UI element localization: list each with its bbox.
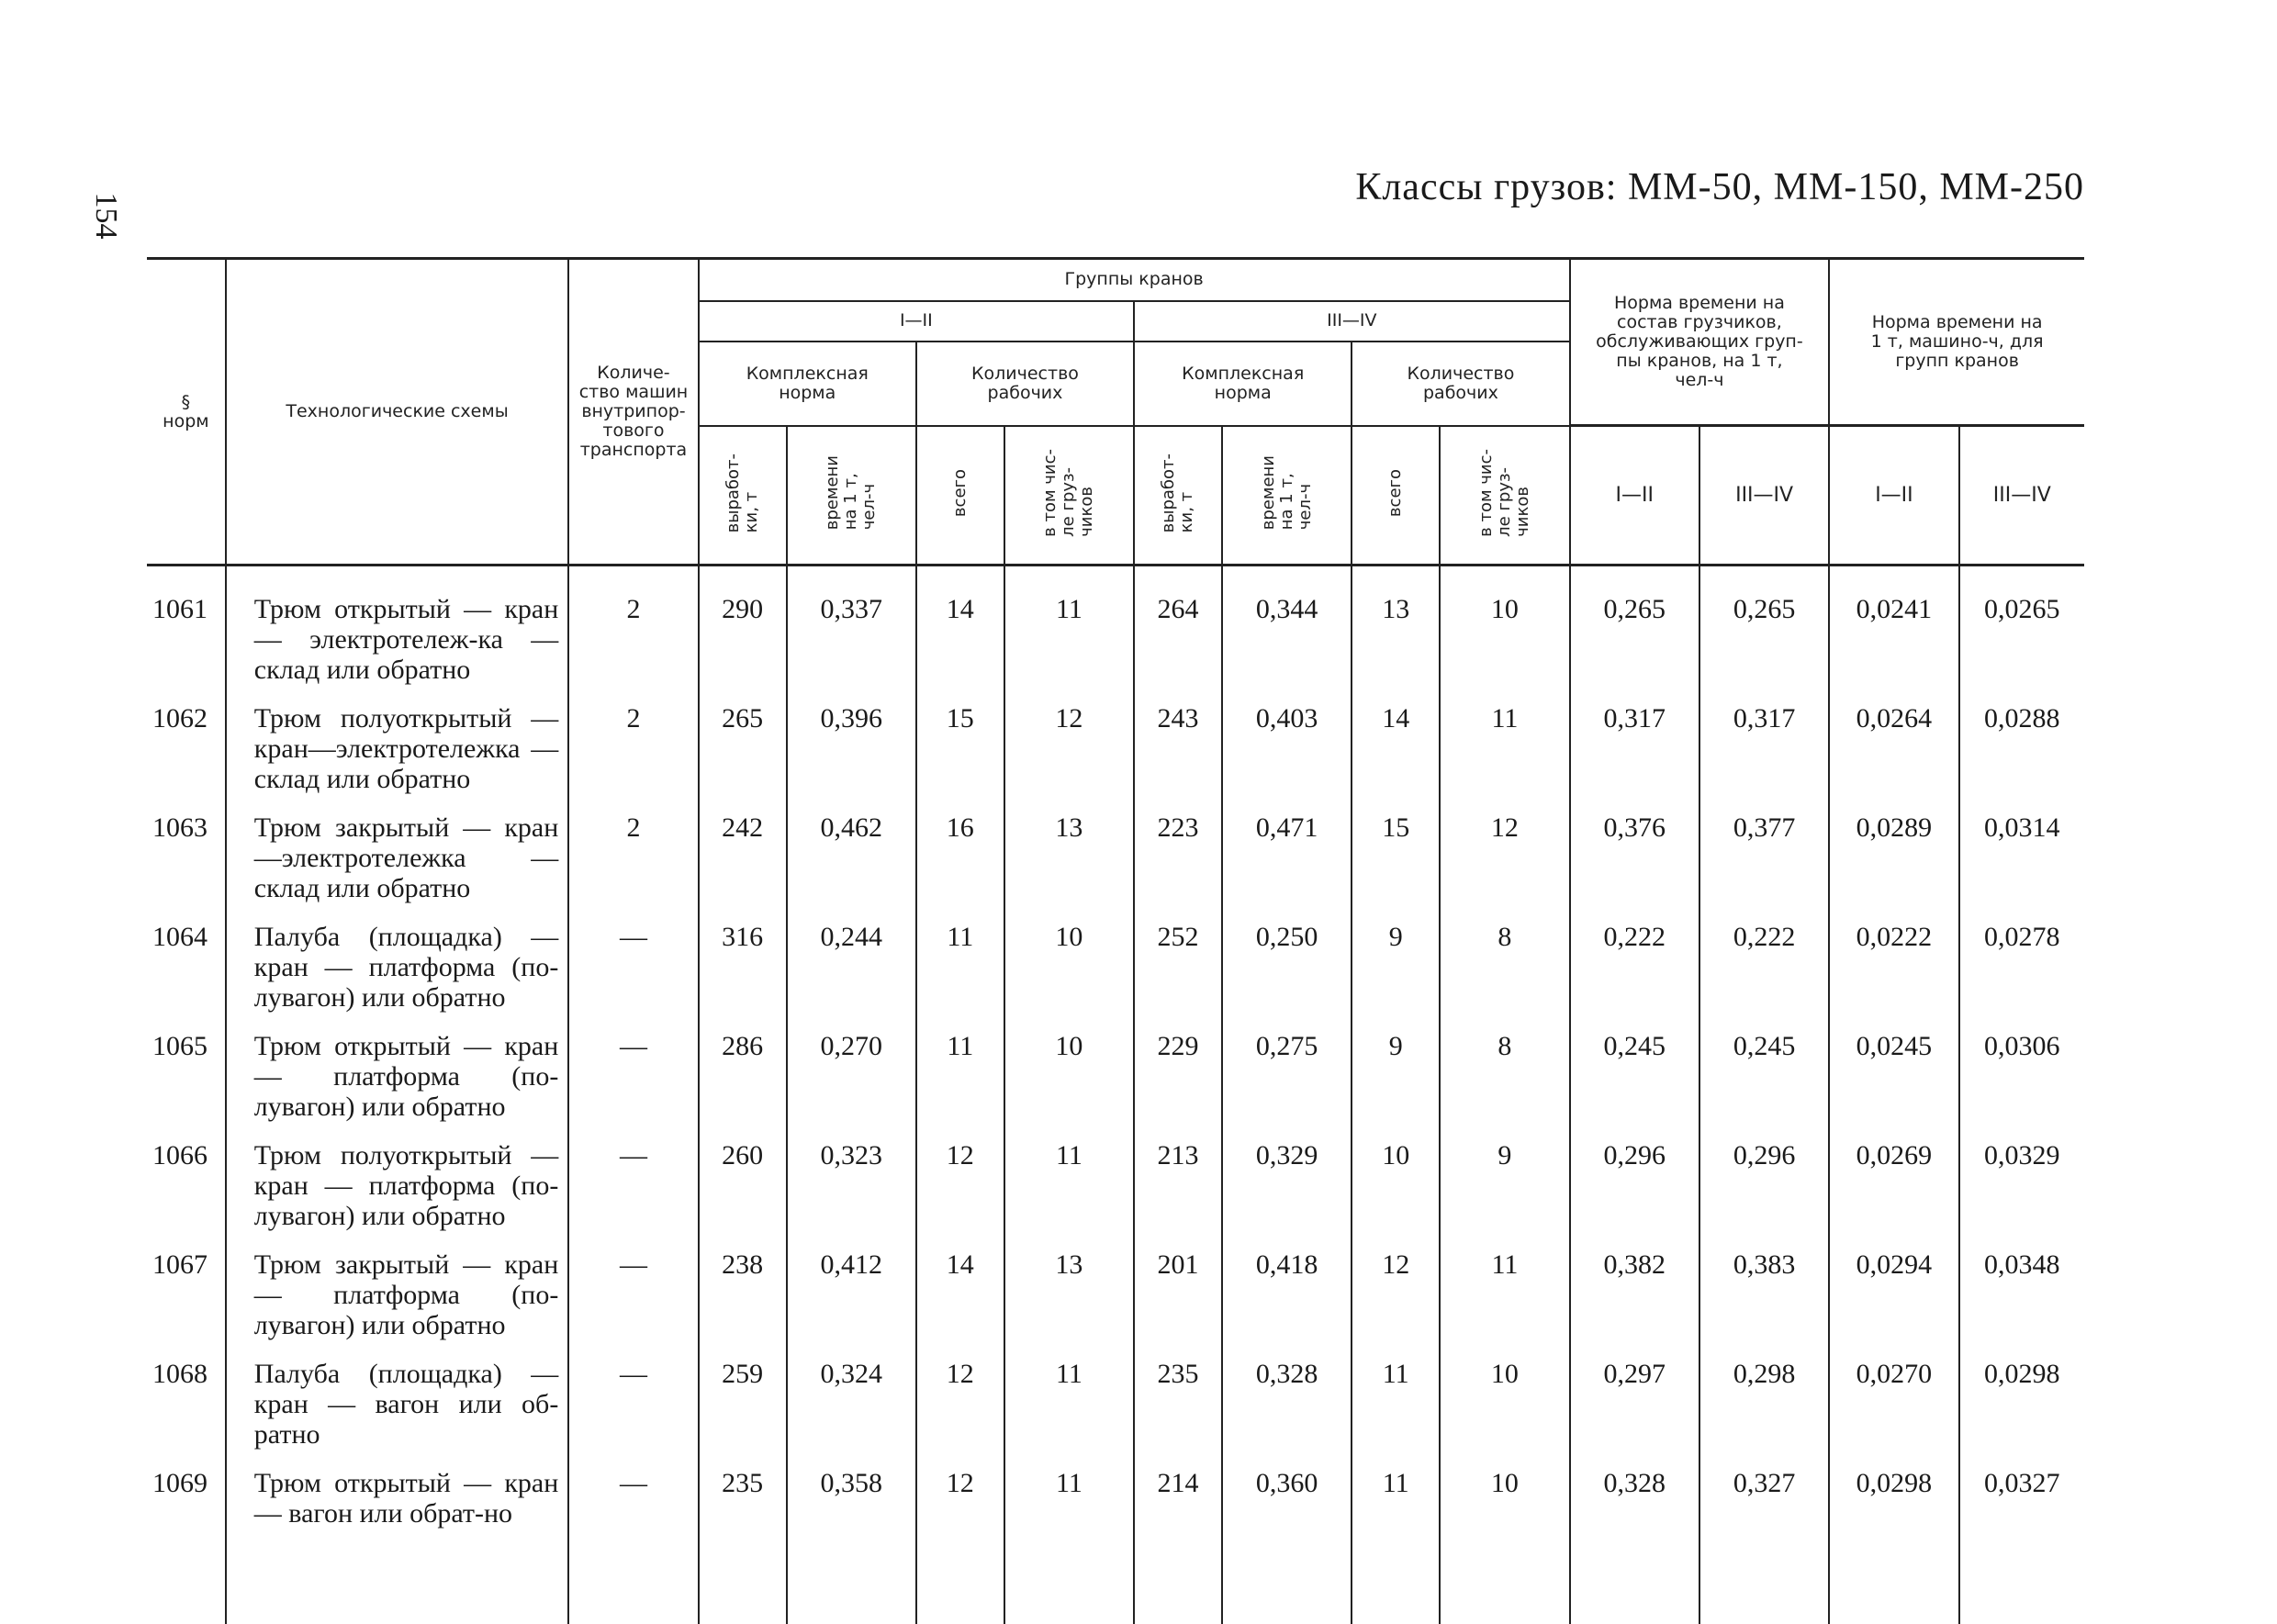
cell-g2-total: 11 [1352, 1450, 1440, 1624]
scheme-text: Трюм открытый — кран — вагон или обрат-но [254, 1468, 559, 1529]
cell-g1-total: 15 [916, 685, 1004, 794]
cell-nm-2: 0,0298 [1959, 1340, 2084, 1450]
cell-nm-2: 0,0348 [1959, 1231, 2084, 1340]
cell-g2-output: 252 [1134, 903, 1222, 1013]
scheme-text: Трюм полуоткрытый — кран—электротележка — склад или обратно [254, 703, 559, 794]
scheme-text: Трюм закрытый — кран—электротележка — склад или обратно [254, 812, 559, 903]
cell-nl-1: 0,297 [1570, 1340, 1699, 1450]
cell-g1-loaders: 11 [1004, 1122, 1134, 1231]
cell-nl-2: 0,383 [1699, 1231, 1829, 1340]
cell-g2-total: 15 [1352, 794, 1440, 903]
cell-g1-output: 235 [699, 1450, 787, 1624]
header-group-1: I—II [699, 301, 1134, 342]
cell-g2-output: 213 [1134, 1122, 1222, 1231]
cell-nm-2: 0,0265 [1959, 566, 2084, 686]
cell-nl-2: 0,245 [1699, 1013, 1829, 1122]
cell-g2-time: 0,344 [1222, 566, 1352, 686]
cell-nm-1: 0,0270 [1829, 1340, 1958, 1450]
cell-section: 1063 [147, 794, 226, 903]
cell-machines: 2 [568, 566, 698, 686]
cell-scheme [226, 794, 569, 903]
cell-machines: — [568, 1122, 698, 1231]
scheme-text: Трюм закрытый — кран — платформа (по-лувагон) или обратно [254, 1249, 559, 1340]
cell-g2-loaders: 12 [1440, 794, 1569, 903]
cell-g2-time: 0,360 [1222, 1450, 1352, 1624]
page-number: 154 [87, 174, 124, 257]
cell-nl-1: 0,317 [1570, 685, 1699, 794]
header-g2-output: выработ- ки, т [1134, 426, 1222, 566]
cell-g2-loaders: 8 [1440, 903, 1569, 1013]
cell-g1-output: 286 [699, 1013, 787, 1122]
table-row [147, 1450, 2084, 1624]
cell-nm-1: 0,0264 [1829, 685, 1958, 794]
cell-nl-1: 0,382 [1570, 1231, 1699, 1340]
cell-g2-output: 235 [1134, 1340, 1222, 1450]
cell-g1-time: 0,358 [787, 1450, 916, 1624]
header-section: § норм [147, 259, 226, 566]
cell-nm-1: 0,0298 [1829, 1450, 1958, 1624]
cell-nl-2: 0,377 [1699, 794, 1829, 903]
cell-nl-1: 0,328 [1570, 1450, 1699, 1624]
cell-g1-total: 12 [916, 1340, 1004, 1450]
cell-scheme [226, 903, 569, 1013]
cell-machines: — [568, 1450, 698, 1624]
cell-g2-loaders: 10 [1440, 1450, 1569, 1624]
cell-g1-total: 12 [916, 1450, 1004, 1624]
table-row [147, 566, 2084, 686]
cell-nl-2: 0,317 [1699, 685, 1829, 794]
cell-g1-time: 0,244 [787, 903, 916, 1013]
cell-g1-output: 265 [699, 685, 787, 794]
header-norm-loaders: Норма времени на состав грузчиков, обслуживающих груп- пы кранов, на 1 т, чел-ч [1570, 259, 1830, 426]
cell-nm-1: 0,0222 [1829, 903, 1958, 1013]
cell-g2-total: 9 [1352, 1013, 1440, 1122]
cell-g2-loaders: 11 [1440, 1231, 1569, 1340]
cell-g2-time: 0,418 [1222, 1231, 1352, 1340]
cell-g1-total: 14 [916, 1231, 1004, 1340]
cell-nm-2: 0,0278 [1959, 903, 2084, 1013]
table-row [147, 1013, 2084, 1122]
norms-table [147, 257, 2084, 1624]
cell-nl-1: 0,296 [1570, 1122, 1699, 1231]
cell-g2-total: 13 [1352, 566, 1440, 686]
header-norm-machine: Норма времени на 1 т, машино-ч, для групп кранов [1829, 259, 2084, 426]
cell-nm-2: 0,0314 [1959, 794, 2084, 903]
header-g2-time-per-ton: времени на 1 т, чел-ч [1222, 426, 1352, 566]
table-row [147, 1231, 2084, 1340]
cell-g2-loaders: 11 [1440, 685, 1569, 794]
cell-nm-2: 0,0306 [1959, 1013, 2084, 1122]
cell-machines: — [568, 1340, 698, 1450]
header-g1-time-per-ton: времени на 1 т, чел-ч [787, 426, 916, 566]
cell-machines: — [568, 903, 698, 1013]
header-crane-groups: Группы кранов [699, 259, 1570, 301]
cell-g1-loaders: 10 [1004, 903, 1134, 1013]
cell-nl-1: 0,245 [1570, 1013, 1699, 1122]
cell-machines: — [568, 1231, 698, 1340]
table-row [147, 903, 2084, 1013]
header-norm-machine-g1: I—II [1829, 426, 1958, 566]
cell-g2-total: 10 [1352, 1122, 1440, 1231]
table-body [147, 566, 2084, 1624]
cell-nm-1: 0,0289 [1829, 794, 1958, 903]
cell-scheme [226, 1122, 569, 1231]
cell-g1-time: 0,412 [787, 1231, 916, 1340]
scheme-text: Палуба (площадка) — кран — вагон или об-ратно [254, 1359, 559, 1450]
cell-nm-2: 0,0329 [1959, 1122, 2084, 1231]
header-g2-workers-count: Количество рабочих [1352, 342, 1569, 426]
header-g2-total: всего [1352, 426, 1440, 566]
header-norm-machine-g2: III—IV [1959, 426, 2084, 566]
cell-machines: 2 [568, 794, 698, 903]
cell-g1-loaders: 10 [1004, 1013, 1134, 1122]
table-row [147, 1122, 2084, 1231]
cell-nl-2: 0,327 [1699, 1450, 1829, 1624]
cell-g2-output: 201 [1134, 1231, 1222, 1340]
table-row [147, 685, 2084, 794]
cell-g1-output: 238 [699, 1231, 787, 1340]
cell-g1-time: 0,337 [787, 566, 916, 686]
cell-section: 1067 [147, 1231, 226, 1340]
cell-nm-1: 0,0269 [1829, 1122, 1958, 1231]
cell-scheme [226, 1231, 569, 1340]
cell-scheme [226, 1340, 569, 1450]
cell-g1-time: 0,396 [787, 685, 916, 794]
cell-section: 1068 [147, 1340, 226, 1450]
cell-nl-2: 0,222 [1699, 903, 1829, 1013]
cell-section: 1065 [147, 1013, 226, 1122]
cell-g2-loaders: 8 [1440, 1013, 1569, 1122]
cell-nm-1: 0,0241 [1829, 566, 1958, 686]
cell-g1-output: 260 [699, 1122, 787, 1231]
cell-g1-loaders: 13 [1004, 794, 1134, 903]
cell-g1-loaders: 11 [1004, 1450, 1134, 1624]
cell-nl-2: 0,298 [1699, 1340, 1829, 1450]
cell-scheme [226, 685, 569, 794]
header-g1-total: всего [916, 426, 1004, 566]
cell-nl-1: 0,265 [1570, 566, 1699, 686]
cell-g2-output: 214 [1134, 1450, 1222, 1624]
cell-g2-time: 0,471 [1222, 794, 1352, 903]
cell-g2-output: 243 [1134, 685, 1222, 794]
cell-g1-total: 12 [916, 1122, 1004, 1231]
cell-nl-2: 0,265 [1699, 566, 1829, 686]
cell-g1-total: 16 [916, 794, 1004, 903]
cell-g2-loaders: 10 [1440, 566, 1569, 686]
header-g1-complex-norm: Комплексная норма [699, 342, 916, 426]
cell-g2-loaders: 9 [1440, 1122, 1569, 1231]
cell-scheme [226, 566, 569, 686]
scheme-text: Трюм открытый — кран — электротележ-ка — склад или обратно [254, 594, 559, 685]
cell-g1-loaders: 13 [1004, 1231, 1134, 1340]
cell-g1-time: 0,462 [787, 794, 916, 903]
cell-scheme [226, 1450, 569, 1624]
cell-g2-total: 11 [1352, 1340, 1440, 1450]
cell-g1-output: 316 [699, 903, 787, 1013]
cell-g1-output: 242 [699, 794, 787, 903]
cell-section: 1066 [147, 1122, 226, 1231]
header-g1-workers-count: Количество рабочих [916, 342, 1134, 426]
cell-g2-time: 0,275 [1222, 1013, 1352, 1122]
cell-g2-total: 14 [1352, 685, 1440, 794]
cell-nm-1: 0,0294 [1829, 1231, 1958, 1340]
header-g1-incl-loaders: в том чис- ле груз- чиков [1004, 426, 1134, 566]
cell-g1-loaders: 11 [1004, 566, 1134, 686]
cell-g2-time: 0,403 [1222, 685, 1352, 794]
cell-section: 1062 [147, 685, 226, 794]
header-norm-loaders-g1: I—II [1570, 426, 1699, 566]
page-title: Классы грузов: ММ-50, ММ-150, ММ-250 [1355, 165, 2084, 209]
header-norm-loaders-g2: III—IV [1699, 426, 1829, 566]
cell-nl-1: 0,222 [1570, 903, 1699, 1013]
cell-g2-loaders: 10 [1440, 1340, 1569, 1450]
cell-g2-time: 0,329 [1222, 1122, 1352, 1231]
scheme-text: Палуба (площадка) — кран — платформа (по-лувагон) или обратно [254, 922, 559, 1013]
cell-g1-total: 11 [916, 903, 1004, 1013]
header-group-2: III—IV [1134, 301, 1570, 342]
cell-nm-2: 0,0327 [1959, 1450, 2084, 1624]
cell-g1-time: 0,270 [787, 1013, 916, 1122]
cell-g1-loaders: 11 [1004, 1340, 1134, 1450]
scheme-text: Трюм полуоткрытый — кран — платформа (по-лувагон) или обратно [254, 1140, 559, 1231]
cell-section: 1069 [147, 1450, 226, 1624]
cell-g2-output: 223 [1134, 794, 1222, 903]
cell-g1-output: 290 [699, 566, 787, 686]
cell-g1-loaders: 12 [1004, 685, 1134, 794]
cell-section: 1061 [147, 566, 226, 686]
cell-g1-output: 259 [699, 1340, 787, 1450]
cell-g2-time: 0,250 [1222, 903, 1352, 1013]
table-row [147, 794, 2084, 903]
cell-machines: 2 [568, 685, 698, 794]
cell-nl-1: 0,376 [1570, 794, 1699, 903]
cell-g2-total: 9 [1352, 903, 1440, 1013]
header-g2-incl-loaders: в том чис- ле груз- чиков [1440, 426, 1569, 566]
cell-g1-total: 11 [916, 1013, 1004, 1122]
table-row [147, 1340, 2084, 1450]
cell-scheme [226, 1013, 569, 1122]
header-scheme: Технологические схемы [226, 259, 569, 566]
cell-g1-time: 0,323 [787, 1122, 916, 1231]
cell-g2-output: 229 [1134, 1013, 1222, 1122]
scheme-text: Трюм открытый — кран — платформа (по-лувагон) или обратно [254, 1031, 559, 1122]
cell-g2-output: 264 [1134, 566, 1222, 686]
cell-section: 1064 [147, 903, 226, 1013]
header-machines: Количе- ство машин внутрипор- тового транспорта [568, 259, 698, 566]
cell-nl-2: 0,296 [1699, 1122, 1829, 1231]
cell-g1-total: 14 [916, 566, 1004, 686]
cell-g2-total: 12 [1352, 1231, 1440, 1340]
cell-nm-2: 0,0288 [1959, 685, 2084, 794]
header-g2-complex-norm: Комплексная норма [1134, 342, 1352, 426]
header-g1-output: выработ- ки, т [699, 426, 787, 566]
cell-g1-time: 0,324 [787, 1340, 916, 1450]
cell-nm-1: 0,0245 [1829, 1013, 1958, 1122]
cell-g2-time: 0,328 [1222, 1340, 1352, 1450]
cell-machines: — [568, 1013, 698, 1122]
